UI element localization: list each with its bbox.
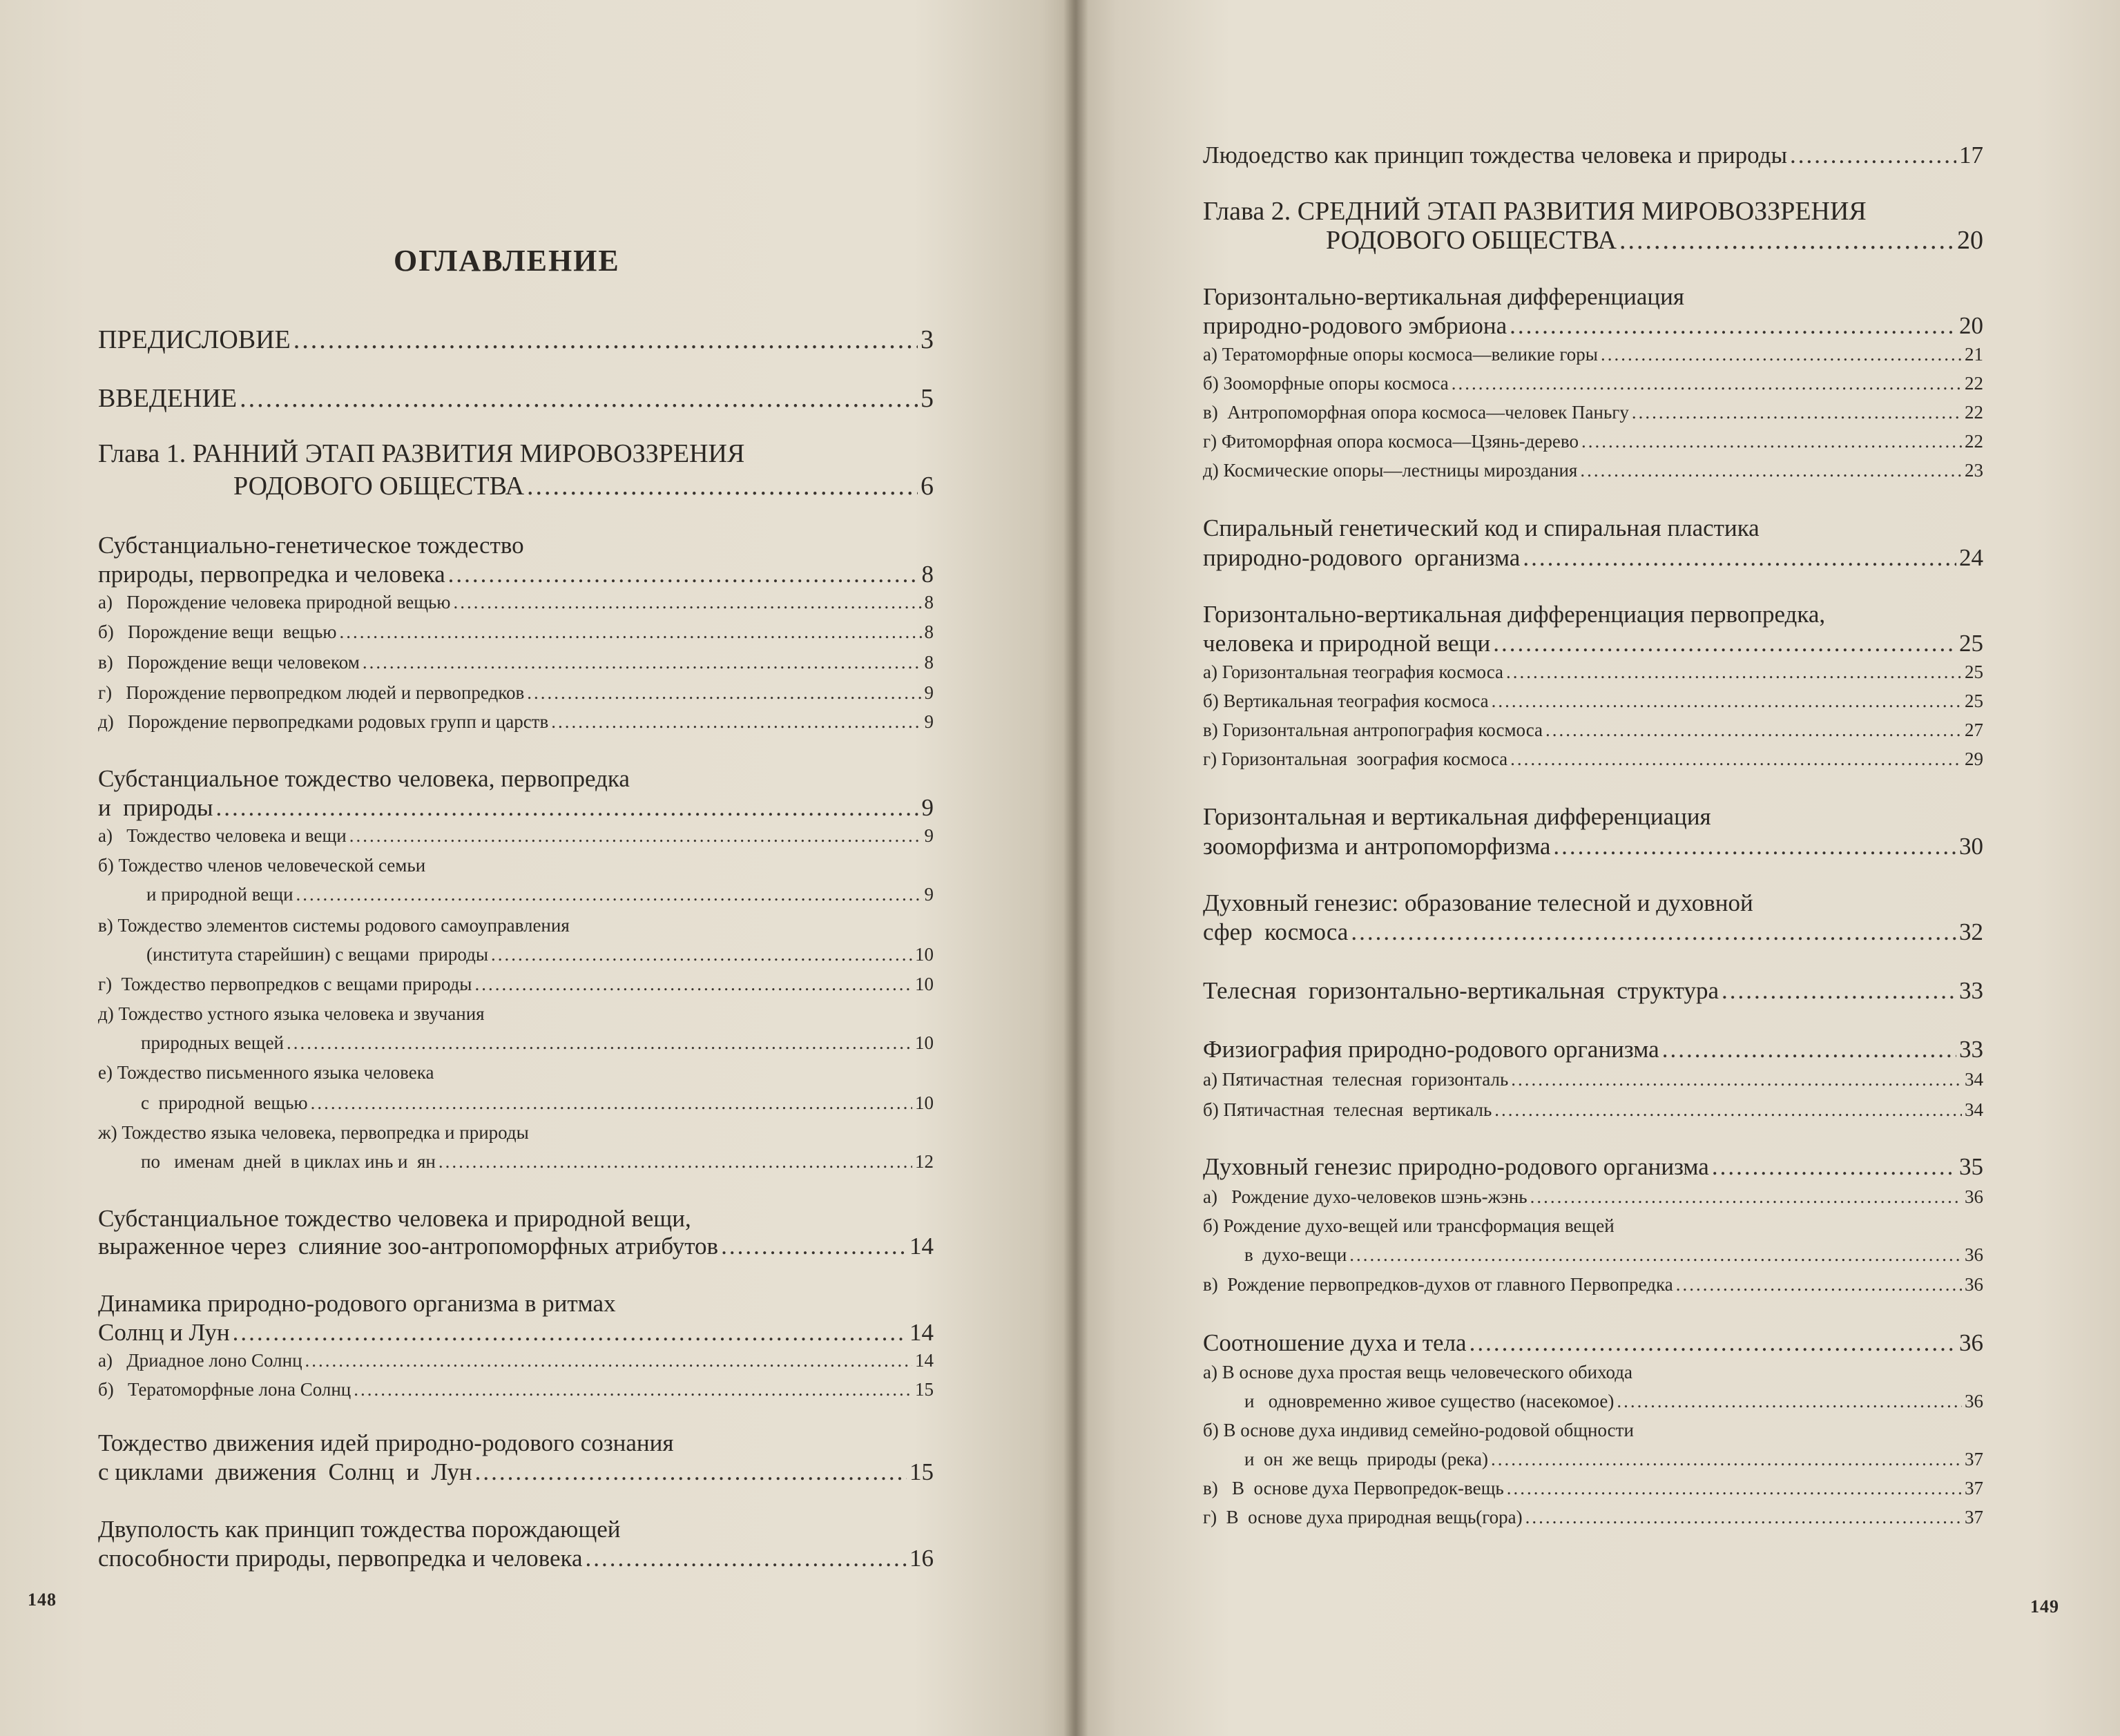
toc-entry: г) Порождение первопредком людей и первопредков ..... 9 (98, 682, 934, 704)
right-page (1075, 0, 2120, 1736)
toc-entry-line: Горизонтально-вертикальная дифференциация (1203, 283, 1684, 310)
toc-entry: природных вещей ..... 10 (141, 1032, 934, 1054)
toc-entry-line: Спиральный генетический код и спиральная пластика (1203, 514, 1760, 541)
toc-entry: и одновременно живое существо (насекомое) ..... 36 (1244, 1391, 1983, 1412)
toc-entry: б) Пятичастная телесная вертикаль ..... 34 (1203, 1099, 1983, 1121)
toc-entry-line: в) Тождество элементов системы родового самоуправления (98, 915, 570, 936)
toc-entry-line: Горизонтальная и вертикальная дифференциация (1203, 803, 1711, 830)
toc-entry: д) Космические опоры—лестницы мироздания ..... 23 (1203, 460, 1983, 481)
toc-entry-line: д) Тождество устного языка человека и звучания (98, 1003, 485, 1024)
toc-entry: ПРЕДИСЛОВИЕ ..... 3 (98, 325, 934, 355)
toc-entry: в) Рождение первопредков-духов от главного Первопредка ..... 36 (1203, 1274, 1983, 1295)
toc-entry: а) Дриадное лоно Солнц ..... 14 (98, 1350, 934, 1371)
toc-entry-line: б) Тождество членов человеческой семьи (98, 855, 426, 876)
toc-entry: г) Фитоморфная опора космоса—Цзянь-дерево ..... 22 (1203, 431, 1983, 452)
toc-entry-line: б) В основе духа индивид семейно-родовой общности (1203, 1420, 1634, 1440)
toc-entry: б) Тератоморфные лона Солнц ..... 15 (98, 1379, 934, 1400)
toc-entry-line: ж) Тождество языка человека, первопредка и природы (98, 1122, 529, 1143)
toc-entry: и он же вещь природы (река) ..... 37 (1244, 1449, 1983, 1470)
toc-entry: а) Тератоморфные опоры космоса—великие горы ..... 21 (1203, 344, 1983, 365)
toc-entry: в) Горизонтальная антропография космоса ..... 27 (1203, 720, 1983, 741)
toc-entry: б) Вертикальная теография космоса ..... 25 (1203, 691, 1983, 712)
toc-entry-line: Глава 2. СРЕДНИЙ ЭТАП РАЗВИТИЯ МИРОВОЗЗРЕНИЯ (1203, 197, 1867, 226)
toc-entry-line: Динамика природно-родового организма в ритмах (98, 1290, 616, 1317)
page-number: 148 (28, 1590, 57, 1610)
toc-entry-line: Субстанциальное тождество человека и природной вещи, (98, 1205, 691, 1232)
toc-entry: б) Порождение вещи вещью ..... 8 (98, 621, 934, 643)
toc-entry: г) Тождество первопредков с вещами природы ..... 10 (98, 974, 934, 995)
toc-entry: по именам дней в циклах инь и ян ..... 12 (141, 1151, 934, 1173)
toc-entry-line: Тождество движения идей природно-родового сознания (98, 1429, 674, 1456)
toc-entry: а) Пятичастная телесная горизонталь ..... 34 (1203, 1069, 1983, 1090)
toc-entry: РОДОВОГО ОБЩЕСТВА ..... 20 (1326, 225, 1983, 255)
toc-entry: в духо-вещи ..... 36 (1244, 1244, 1983, 1266)
toc-entry: Физиография природно-родового организма ..... 33 (1203, 1036, 1983, 1063)
toc-entry: Духовный генезис природно-родового организма ..... 35 (1203, 1153, 1983, 1181)
toc-entry: с природной вещью ..... 10 (141, 1092, 934, 1114)
toc-entry: г) В основе духа природная вещь(гора) ..... 37 (1203, 1507, 1983, 1528)
toc-entry: ВВЕДЕНИЕ ..... 5 (98, 383, 934, 414)
toc-entry-line: Глава 1. РАННИЙ ЭТАП РАЗВИТИЯ МИРОВОЗЗРЕНИЯ (98, 439, 745, 468)
page-title: ОГЛАВЛЕНИЕ (394, 244, 620, 278)
toc-entry: выраженное через слияние зоо-антропоморфных атрибутов ..... 14 (98, 1233, 934, 1260)
toc-entry: а) Тождество человека и вещи ..... 9 (98, 825, 934, 847)
toc-entry-line: Духовный генезис: образование телесной и духовной (1203, 889, 1753, 916)
toc-entry: в) В основе духа Первопредок-вещь ..... 37 (1203, 1478, 1983, 1499)
toc-entry: а) Рождение духо-человеков шэнь-жэнь ..... 36 (1203, 1186, 1983, 1208)
toc-entry-line: Двуполость как принцип тождества порождающей (98, 1516, 621, 1543)
toc-entry: Соотношение духа и тела ..... 36 (1203, 1329, 1983, 1357)
toc-entry: (института старейшин) с вещами природы ..... 10 (146, 944, 934, 965)
toc-entry: г) Горизонтальная зоография космоса ..... 29 (1203, 749, 1983, 770)
book-gutter (1063, 0, 1088, 1736)
toc-entry: зооморфизма и антропоморфизма ..... 30 (1203, 833, 1983, 860)
toc-entry: способности природы, первопредка и человека ..... 16 (98, 1545, 934, 1572)
toc-entry: и природы ..... 9 (98, 794, 934, 822)
toc-entry-line: а) В основе духа простая вещь человеческого обихода (1203, 1362, 1633, 1382)
toc-entry: д) Порождение первопредками родовых групп и царств ..... 9 (98, 711, 934, 733)
toc-entry-line: е) Тождество письменного языка человека (98, 1062, 434, 1083)
toc-entry: Телесная горизонтально-вертикальная структура ..... 33 (1203, 977, 1983, 1005)
toc-entry-line: Субстанциально-генетическое тождество (98, 532, 524, 559)
toc-entry: сфер космоса ..... 32 (1203, 918, 1983, 946)
toc-entry: и природной вещи ..... 9 (146, 884, 934, 905)
toc-entry: а) Порождение человека природной вещью ..... 8 (98, 592, 934, 613)
toc-entry: в) Порождение вещи человеком ..... 8 (98, 652, 934, 673)
toc-entry: в) Антропоморфная опора космоса—человек Паньгу ..... 22 (1203, 402, 1983, 423)
toc-entry: с циклами движения Солнц и Лун ..... 15 (98, 1458, 934, 1486)
toc-entry: а) Горизонтальная теография космоса ..... 25 (1203, 662, 1983, 683)
toc-entry: Солнц и Лун ..... 14 (98, 1319, 934, 1347)
toc-entry: б) Зооморфные опоры космоса ..... 22 (1203, 373, 1983, 394)
page-number: 149 (2030, 1597, 2059, 1617)
toc-entry: природно-родового эмбриона ..... 20 (1203, 312, 1983, 340)
toc-entry-line: Горизонтально-вертикальная дифференциация первопредка, (1203, 601, 1826, 628)
toc-entry: природно-родового организма ..... 24 (1203, 544, 1983, 572)
toc-entry: человека и природной вещи ..... 25 (1203, 630, 1983, 657)
toc-entry-line: Субстанциальное тождество человека, первопредка (98, 765, 630, 792)
toc-entry: Людоедство как принцип тождества человека и природы ..... 17 (1203, 142, 1983, 169)
toc-entry: природы, первопредка и человека ..... 8 (98, 561, 934, 588)
toc-entry-line: б) Рождение духо-вещей или трансформация вещей (1203, 1215, 1615, 1236)
toc-entry: РОДОВОГО ОБЩЕСТВА ..... 6 (233, 471, 934, 501)
